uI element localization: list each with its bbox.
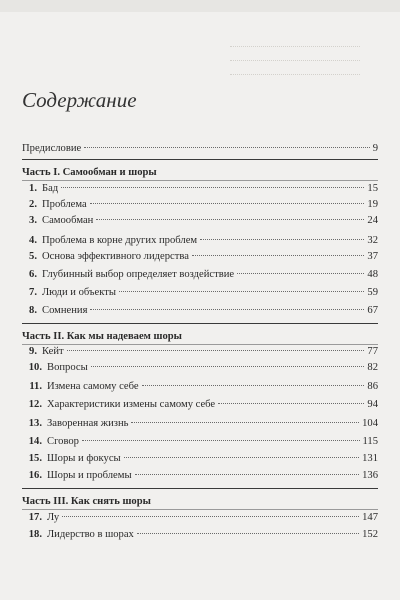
toc-entry[interactable] <box>22 469 378 483</box>
chapter-title: Лидерство в шорах <box>47 529 134 540</box>
toc-entry[interactable] <box>22 435 378 449</box>
chapter-number: 2. <box>29 199 37 210</box>
toc-leader-dots <box>192 255 364 256</box>
toc-leader-dots <box>237 273 364 274</box>
toc-page-number: 94 <box>367 399 378 410</box>
toc-entry-label: Предисловие <box>22 143 82 154</box>
toc-page-number: 104 <box>362 418 378 429</box>
toc-leader-dots <box>82 440 360 441</box>
toc-title: Содержание <box>22 88 137 112</box>
chapter-number: 3. <box>29 215 37 226</box>
chapter-number: 9. <box>29 346 37 357</box>
toc-leader-dots <box>96 219 364 220</box>
toc-leader-dots <box>119 291 364 292</box>
toc-page-number: 82 <box>367 362 378 373</box>
toc-page-number: 67 <box>367 305 378 316</box>
show-through-line <box>230 60 360 61</box>
chapter-title: Характеристики измены самому себе <box>47 399 216 410</box>
toc-entry[interactable] <box>22 304 378 318</box>
toc-entry[interactable] <box>22 345 378 359</box>
chapter-title: Проблема <box>42 199 87 210</box>
part-divider <box>22 159 378 160</box>
toc-entry[interactable] <box>22 234 378 248</box>
toc-leader-dots <box>91 366 365 367</box>
chapter-number: 17. <box>28 512 42 523</box>
toc-page-number: 115 <box>362 436 378 447</box>
show-through-line <box>230 46 360 47</box>
chapter-number: 10. <box>28 362 42 373</box>
toc-page-number: 19 <box>367 199 378 210</box>
chapter-number: 14. <box>28 436 42 447</box>
chapter-number: 8. <box>29 305 37 316</box>
chapter-title: Лу <box>47 512 60 523</box>
part-heading: Часть I. Самообман и шоры <box>22 167 157 178</box>
chapter-title: Сомнения <box>42 305 88 316</box>
toc-page-number: 77 <box>367 346 378 357</box>
chapter-number: 15. <box>28 453 42 464</box>
toc-leader-dots <box>84 147 369 148</box>
toc-entry[interactable] <box>22 398 378 412</box>
show-through-line <box>230 74 360 75</box>
chapter-number: 11. <box>29 381 42 392</box>
chapter-title: Люди и объекты <box>42 287 116 298</box>
toc-entry[interactable] <box>22 286 378 300</box>
toc-page-number: 9 <box>372 143 378 154</box>
toc-entry[interactable] <box>22 182 378 196</box>
toc-leader-dots <box>142 385 365 386</box>
toc-entry[interactable] <box>22 361 378 375</box>
toc-leader-dots <box>200 239 364 240</box>
toc-leader-dots <box>62 516 359 517</box>
toc-page-number: 147 <box>362 512 378 523</box>
chapter-title: Самообман <box>42 215 94 226</box>
toc-page-number: 152 <box>362 529 378 540</box>
chapter-number: 18. <box>28 529 42 540</box>
toc-leader-dots <box>67 350 365 351</box>
toc-entry[interactable] <box>22 268 378 282</box>
part-divider <box>22 488 378 489</box>
previous-page-edge <box>0 0 400 12</box>
toc-page-number: 86 <box>367 381 378 392</box>
chapter-title: Шоры и фокусы <box>47 453 121 464</box>
toc-leader-dots <box>218 403 364 404</box>
toc-leader-dots <box>90 203 365 204</box>
toc-leader-dots <box>131 422 359 423</box>
toc-leader-dots <box>61 187 364 188</box>
toc-entry[interactable] <box>22 528 378 542</box>
chapter-number: 4. <box>29 235 37 246</box>
chapter-title: Измена самому себе <box>47 381 139 392</box>
chapter-title: Кейт <box>42 346 64 357</box>
toc-entry[interactable] <box>22 250 378 264</box>
toc-entry[interactable] <box>22 511 378 525</box>
chapter-title: Проблема в корне других проблем <box>42 235 198 246</box>
chapter-number: 5. <box>29 251 37 262</box>
toc-leader-dots <box>137 533 359 534</box>
toc-entry[interactable] <box>22 452 378 466</box>
part-heading: Часть II. Как мы надеваем шоры <box>22 331 182 342</box>
toc-page-number: 32 <box>367 235 378 246</box>
toc-page-number: 131 <box>362 453 378 464</box>
part-underline <box>22 180 378 181</box>
chapter-number: 7. <box>29 287 37 298</box>
chapter-title: Бад <box>42 183 59 194</box>
toc-page-number: 136 <box>362 470 378 481</box>
chapter-number: 12. <box>28 399 42 410</box>
toc-entry[interactable] <box>22 214 378 228</box>
toc-entry[interactable] <box>22 417 378 431</box>
chapter-title: Заворенная жизнь <box>47 418 129 429</box>
toc-leader-dots <box>124 457 359 458</box>
chapter-title: Вопросы <box>47 362 88 373</box>
toc-entry[interactable] <box>22 198 378 212</box>
toc-page-number: 24 <box>367 215 378 226</box>
chapter-number: 6. <box>29 269 37 280</box>
chapter-title: Шоры и проблемы <box>47 470 132 481</box>
chapter-number: 1. <box>29 183 37 194</box>
part-heading: Часть III. Как снять шоры <box>22 496 151 507</box>
toc-leader-dots <box>135 474 360 475</box>
toc-leader-dots <box>90 309 364 310</box>
chapter-title: Сговор <box>47 436 79 447</box>
toc-page-number: 48 <box>367 269 378 280</box>
chapter-title: Основа эффективного лидерства <box>42 251 189 262</box>
toc-page-number: 37 <box>367 251 378 262</box>
part-divider <box>22 323 378 324</box>
toc-page-number: 59 <box>367 287 378 298</box>
part-underline <box>22 509 378 510</box>
toc-entry-preface[interactable] <box>22 142 378 156</box>
toc-entry[interactable] <box>22 380 378 394</box>
chapter-title: Глубинный выбор определяет воздействие <box>42 269 235 280</box>
chapter-number: 16. <box>28 470 42 481</box>
toc-page-number: 15 <box>367 183 378 194</box>
chapter-number: 13. <box>28 418 42 429</box>
